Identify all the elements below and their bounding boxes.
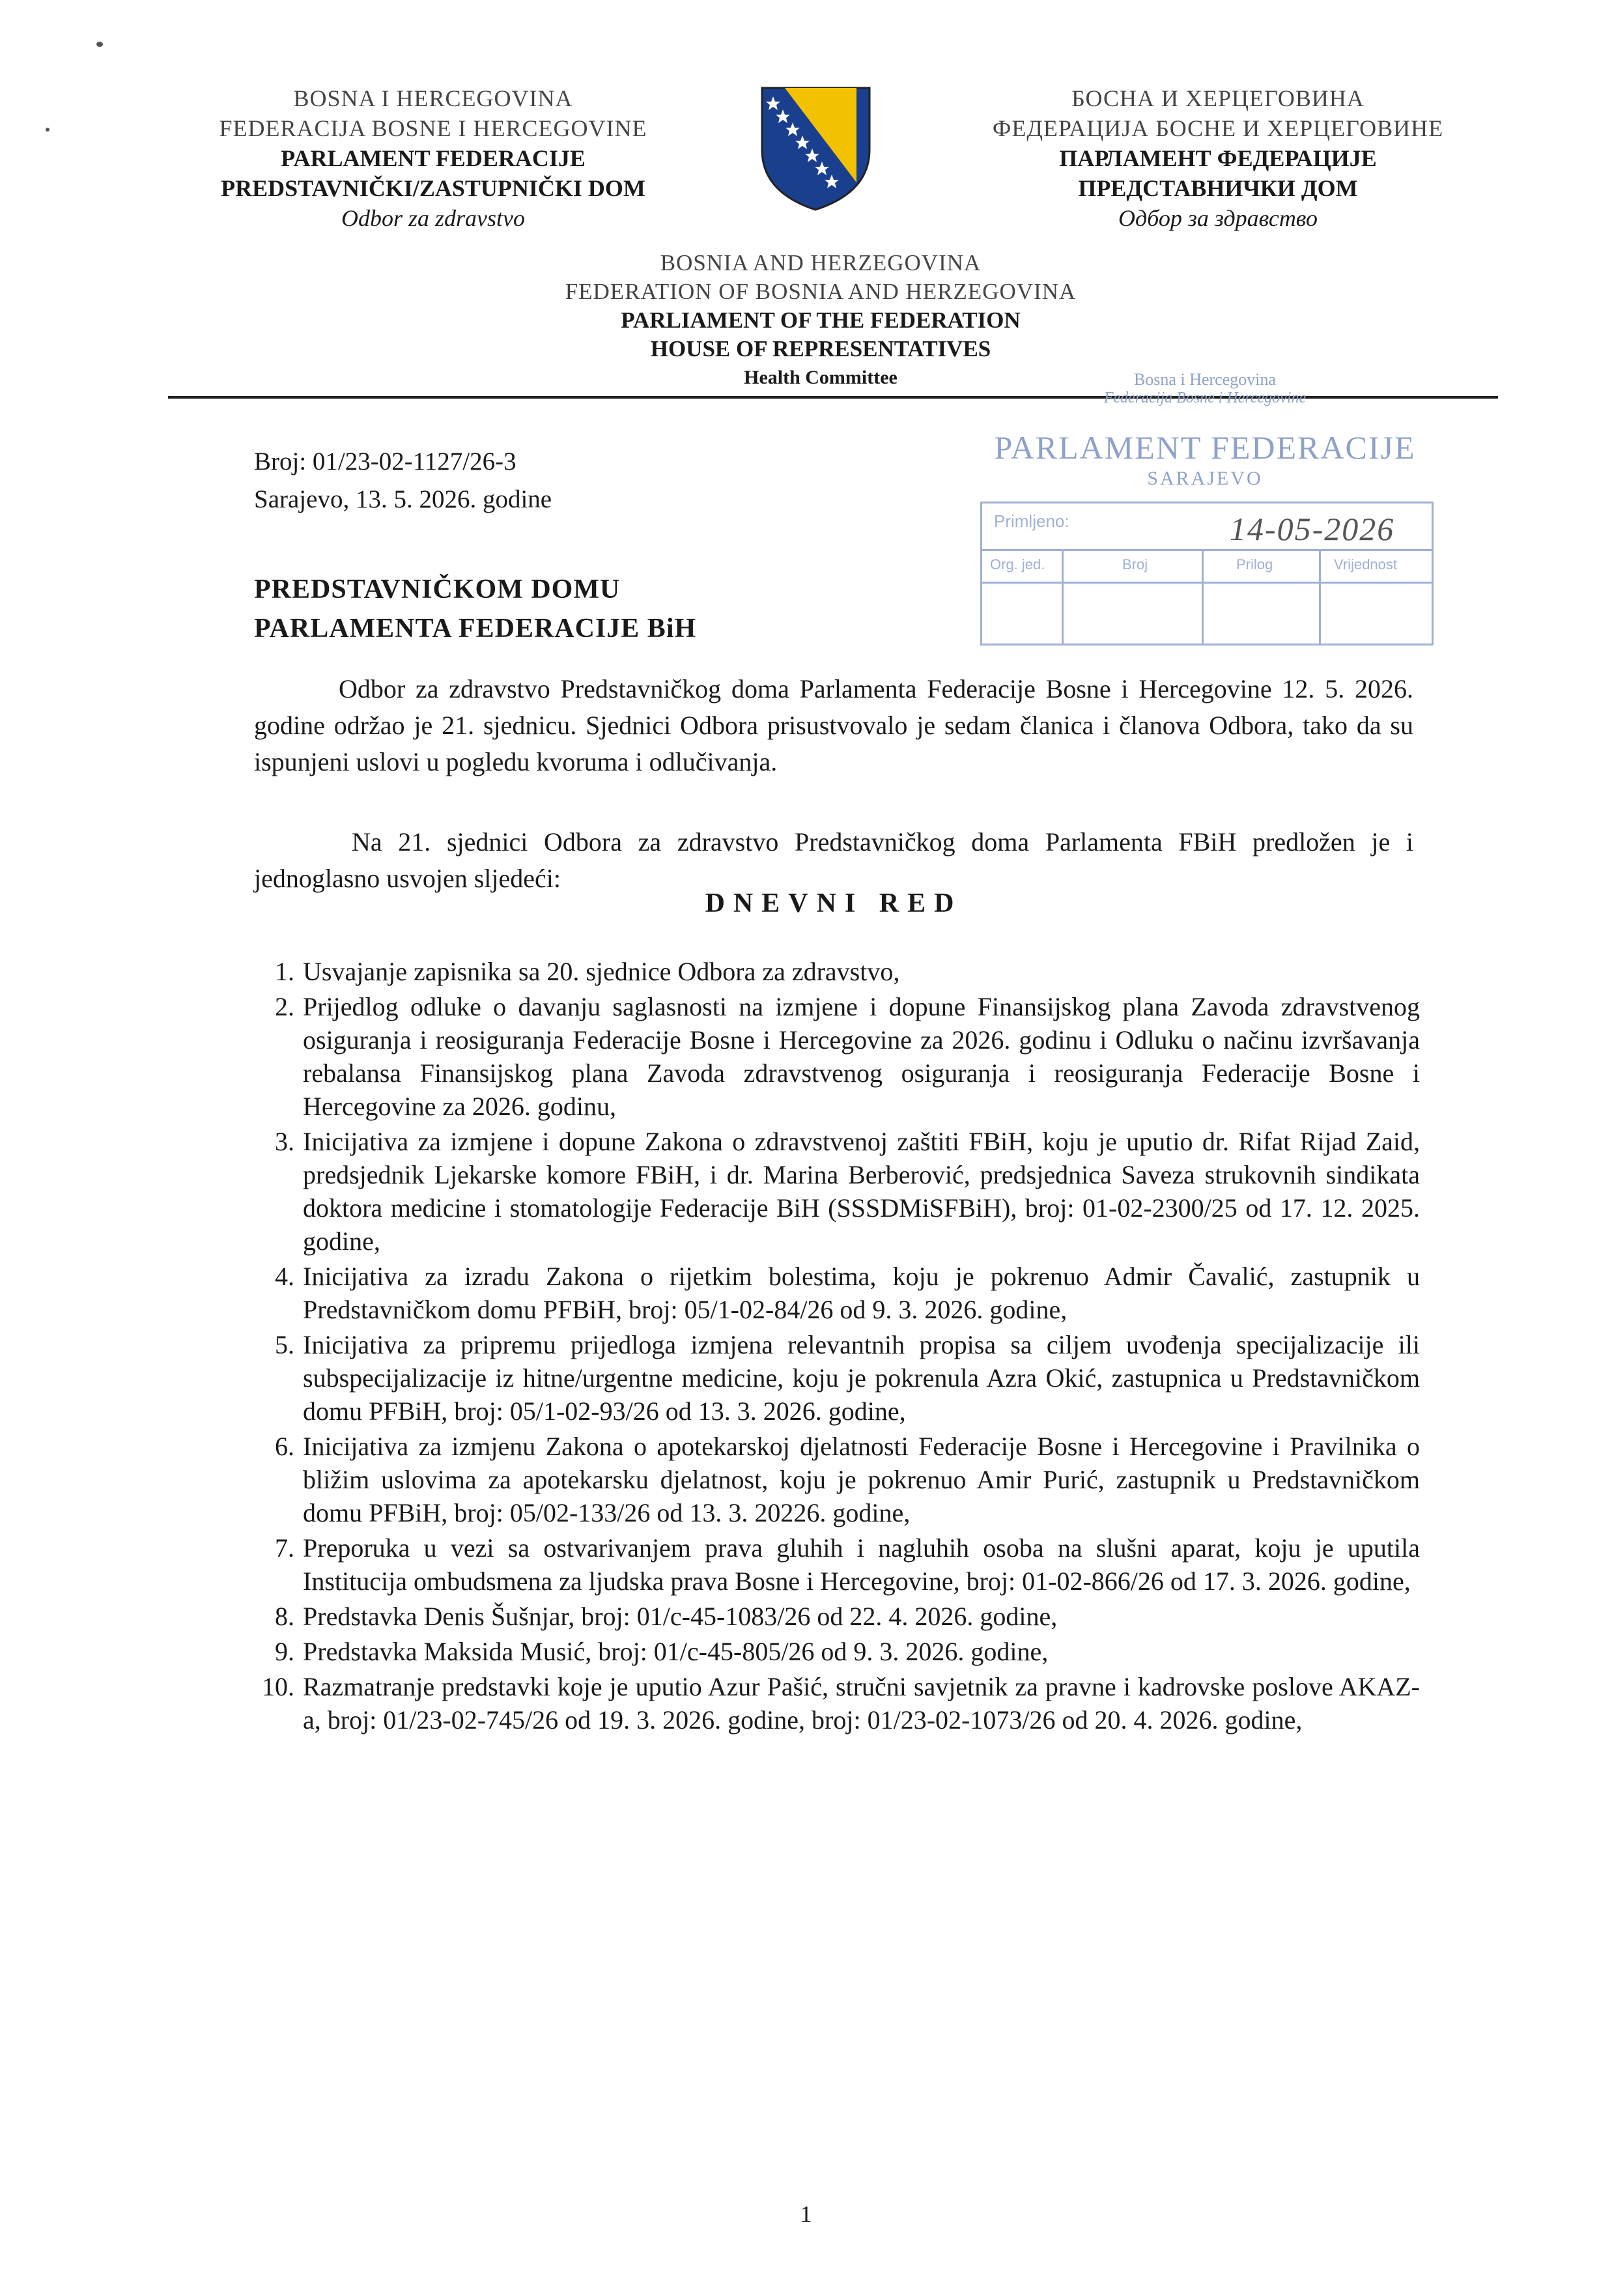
stamp-table xyxy=(980,502,1434,645)
agenda-item-number: 2. xyxy=(275,992,294,1021)
stamp-col-number: Broj xyxy=(1064,551,1204,644)
header-right-committee: Одбор за здравство xyxy=(1118,205,1318,231)
header-right-house: ПРЕДСТАВНИЧКИ ДОМ xyxy=(1078,175,1358,201)
header-right-entity: ФЕДЕРАЦИЈА БОСНЕ И ХЕРЦЕГОВИНЕ xyxy=(992,115,1444,141)
addressee-line1: PREDSTAVNIČKOM DOMU xyxy=(254,574,621,604)
stamp-city: SARAJEVO xyxy=(1147,468,1263,489)
agenda-item-text: Inicijativa za izmjenu Zakona o apotekarskoj djelatnosti Federacije Bosne i Hercegovine i Pravilnika o bližim uslovima za apotekarsku djelatnost, koju je pokrenuo Amir Purić, zastupnik u Predstavničkom domu PFBiH, broj: 05/02-133/26 od 13. 3. 20226. godine, xyxy=(303,1432,1420,1527)
agenda-item-text: Prijedlog odluke o davanju saglasnosti na izmjene i dopune Finansijskog plana Zavoda zdravstvenog osiguranja i reosiguranja Federacije Bosne i Hercegovine za 2026. godinu i Odluku o načinu izvršavanja rebalansa Finansijskog plana Zavoda zdravstvenog osiguranja i reosiguranja Federacije Bosne i Hercegovine za 2026. godinu, xyxy=(303,992,1420,1121)
addressee-line2: PARLAMENTA FEDERACIJE BiH xyxy=(254,614,697,644)
agenda-item xyxy=(254,1125,1420,1258)
agenda-item xyxy=(254,1600,1420,1633)
header-left-country: BOSNA I HERCEGOVINA xyxy=(293,85,573,111)
agenda-item xyxy=(254,1260,1420,1326)
reference-block xyxy=(254,443,552,518)
header-left-committee: Odbor za zdravstvo xyxy=(341,205,525,231)
agenda-item xyxy=(254,1430,1420,1529)
agenda-item-number: 9. xyxy=(275,1637,294,1666)
stamp-parliament: PARLAMENT FEDERACIJE xyxy=(994,429,1416,466)
stamp-col-attachment: Prilog xyxy=(1204,551,1321,644)
agenda-item-text: Preporuka u vezi sa ostvarivanjem prava gluhih i nagluhih osoba na slušni aparat, koju je uputila Institucija ombudsmena za ljudska prava Bosne i Hercegovine, broj: 01-02-866/26 od 17. 3. 2026. godine, xyxy=(303,1533,1420,1596)
stamp-received-date: 14-05-2026 xyxy=(1230,511,1395,547)
header-right-country: БОСНА И ХЕРЦЕГОВИНА xyxy=(1071,85,1365,111)
agenda-intro-paragraph: Na 21. sjednici Odbora za zdravstvo Predstavničkog doma Parlamenta FBiH predložen je i jednoglasno usvojen sljedeći: xyxy=(254,827,1413,893)
agenda-item-text: Razmatranje predstavki koje je uputio Azur Pašić, stručni savjetnik za pravne i kadrovske poslove AKAZ-a, broj: 01/23-02-745/26 od 19. 3. 2026. godine, broj: 01/23-02-1073/26 od 20. 4. 2026. godine, xyxy=(303,1672,1420,1735)
coat-of-arms-logo xyxy=(759,85,873,212)
header-right-parliament: ПАРЛАМЕНТ ФЕДЕРАЦИЈЕ xyxy=(1059,145,1377,171)
header-left-house: PREDSTAVNIČKI/ZASTUPNIČKI DOM xyxy=(221,175,645,201)
agenda-list xyxy=(254,955,1420,1738)
agenda-item-text: Inicijativa za izmjene i dopune Zakona o zdravstvenoj zaštiti FBiH, koju je uputio dr. Rifat Rijad Zaid, predsjednik Ljekarske komore FBiH, i dr. Marina Berberović, predsjednica Saveza strukovnih sindikata doktora medicine i stomatologije Federacije BiH (SSSDMiSFBiH), broj: 01-02-2300/25 od 17. 12. 2025. godine, xyxy=(303,1127,1420,1256)
agenda-item-number: 8. xyxy=(275,1602,294,1631)
reference-place-date: Sarajevo, 13. 5. 2026. godine xyxy=(254,485,552,513)
page-number: 1 xyxy=(800,2201,812,2227)
header-center-committee: Health Committee xyxy=(744,367,898,388)
header-center-entity: FEDERATION OF BOSNIA AND HERZEGOVINA xyxy=(565,279,1077,304)
agenda-item-text: Usvajanje zapisnika sa 20. sjednice Odbora za zdravstvo, xyxy=(303,957,900,986)
stamp-country: Bosna i Hercegovina xyxy=(1133,370,1277,389)
received-stamp xyxy=(974,365,1436,645)
agenda-item-number: 6. xyxy=(275,1432,294,1461)
stamp-received-label: Primljeno: xyxy=(994,511,1069,531)
stamp-col-value: Vrijednost xyxy=(1334,556,1398,573)
agenda-item-number: 4. xyxy=(275,1262,294,1291)
intro-paragraph: Odbor za zdravstvo Predstavničkog doma Parlamenta Federacije Bosne i Hercegovine 12. 5. 2026. godine održao je 21. sjednicu. Sjednici Odbora prisustvovalo je sedam članica i članova Odbora, tako da su ispunjeni uslovi u pogledu kvoruma i odlučivanja. xyxy=(254,674,1413,776)
header-left-parliament: PARLAMENT FEDERACIJE xyxy=(281,145,586,171)
agenda-item xyxy=(254,1670,1420,1736)
agenda-item-text: Inicijativa za izradu Zakona o rijetkim bolestima, koju je pokrenuo Admir Čavalić, zastupnik u Predstavničkom domu PFBiH, broj: 05/1-02-84/26 od 9. 3. 2026. godine, xyxy=(303,1262,1420,1324)
agenda-item xyxy=(254,955,1420,988)
header-center-house: HOUSE OF REPRESENTATIVES xyxy=(650,336,991,361)
header-center-country: BOSNIA AND HERZEGOVINA xyxy=(660,250,982,276)
addressee xyxy=(254,570,696,648)
agenda-item xyxy=(254,1531,1420,1598)
header-left-entity: FEDERACIJA BOSNE I HERCEGOVINE xyxy=(219,115,647,141)
agenda-title: DNEVNI RED xyxy=(705,888,963,918)
agenda-item-number: 1. xyxy=(275,957,294,986)
scan-speck xyxy=(46,128,49,132)
agenda-item xyxy=(254,1635,1420,1668)
reference-number: Broj: 01/23-02-1127/26-3 xyxy=(254,447,516,475)
agenda-item-number: 5. xyxy=(275,1330,294,1359)
scan-speck xyxy=(96,42,103,47)
agenda-item xyxy=(254,990,1420,1123)
agenda-item-number: 10. xyxy=(262,1672,294,1701)
header-left xyxy=(166,83,700,233)
agenda-item-text: Predstavka Maksida Musić, broj: 01/c-45-805/26 od 9. 3. 2026. godine, xyxy=(303,1637,1049,1666)
agenda-item xyxy=(254,1328,1420,1428)
stamp-entity: Federacija Bosne i Hercegovine xyxy=(1103,390,1307,406)
agenda-item-number: 7. xyxy=(275,1533,294,1563)
header-center-parliament: PARLIAMENT OF THE FEDERATION xyxy=(621,307,1021,333)
stamp-col-org: Org. jed. xyxy=(982,551,1064,644)
agenda-item-number: 3. xyxy=(275,1127,294,1156)
agenda-item-text: Inicijativa za pripremu prijedloga izmjena relevantnih propisa sa ciljem uvođenja specijalizacije ili subspecijalizacije iz hitne/urgentne medicine, koju je pokrenula Azra Okić, zastupnica u Predstavničkom domu PFBiH, broj: 05/1-02-93/26 od 13. 3. 2026. godine, xyxy=(303,1330,1420,1426)
header-right xyxy=(925,83,1511,233)
agenda-item-text: Predstavka Denis Šušnjar, broj: 01/c-45-1083/26 od 22. 4. 2026. godine, xyxy=(303,1602,1058,1631)
